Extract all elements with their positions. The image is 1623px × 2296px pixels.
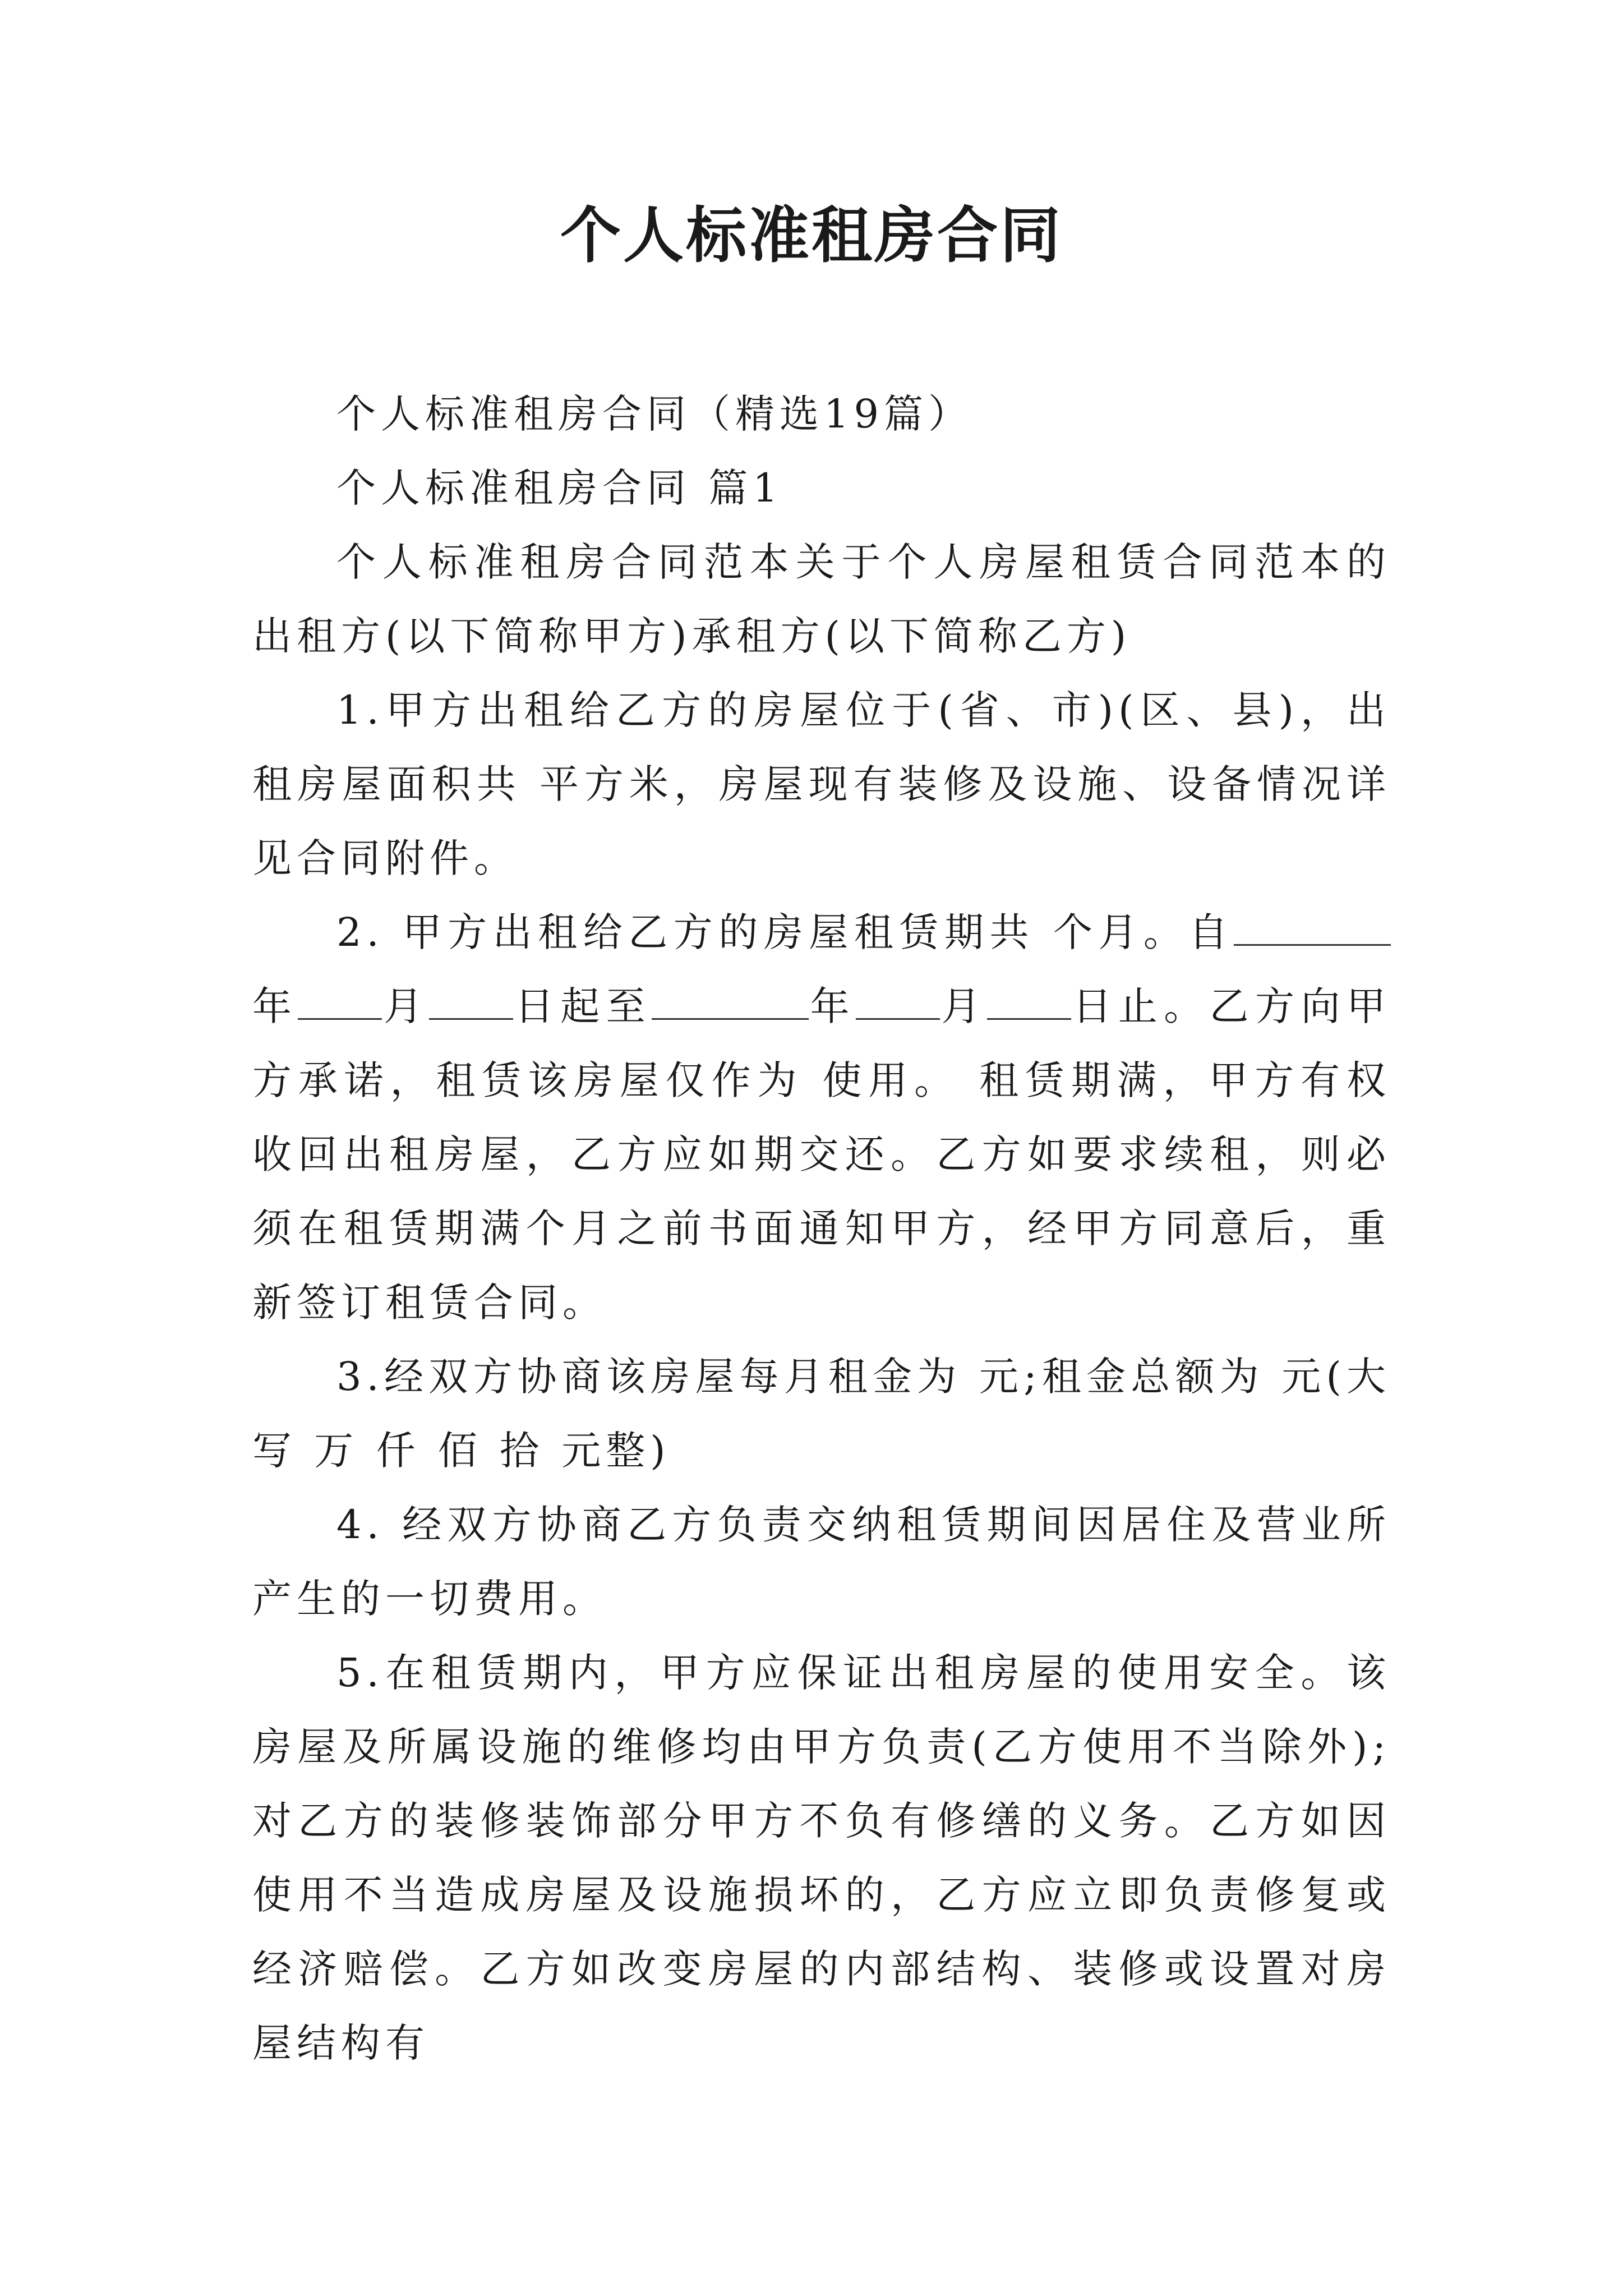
end-year-label: 年	[809, 983, 856, 1029]
subtitle-line: 个人标准租房合同（精选19篇）	[336, 391, 973, 437]
clause-5: 5.在租赁期内，甲方应保证出租房屋的使用安全。该房屋及所属设施的维修均由甲方负责(乙方使用不当除外);对乙方的装修装饰部分甲方不负有修缮的义务。乙方如因使用不当造成房屋及设施损坏的，乙方应立即负责修复或经济赔偿。乙方如改变房屋的内部结构、装修或设置对房屋结构有	[252, 1650, 1391, 2066]
section-heading: 个人标准租房合同 篇1	[336, 465, 783, 511]
end-year-blank	[652, 986, 809, 1020]
clause-2	[252, 895, 1391, 1340]
start-month-blank	[298, 986, 382, 1020]
clause-2-part-b: 日止。乙方向甲方承诺，租赁该房屋仅作为 使用。 租赁期满，甲方有权收回出租房屋，乙方应如期交还。乙方如要求续租，则必须在租赁期满个月之前书面通知甲方，经甲方同意后，重新签订租赁合同。	[252, 983, 1391, 1326]
clause-3: 3.经双方协商该房屋每月租金为 元;租金总额为 元(大写 万 仟 佰 拾 元整)	[252, 1354, 1391, 1474]
start-day-blank	[429, 986, 513, 1020]
start-year-blank	[1234, 912, 1391, 946]
start-year-label: 年	[252, 983, 298, 1029]
start-day-label: 日起至	[513, 983, 652, 1029]
document-title: 个人标准租房合同	[560, 200, 1063, 271]
clause-2-part-a: 2. 甲方出租给乙方的房屋租赁期共 个月。自	[336, 909, 1234, 955]
end-day-blank	[987, 986, 1071, 1020]
document-body	[252, 377, 1391, 2080]
end-month-blank	[856, 986, 940, 1020]
clause-1: 1.甲方出租给乙方的房屋位于(省、市)(区、县)，出租房屋面积共 平方米，房屋现有装修及设施、设备情况详见合同附件。	[252, 687, 1391, 881]
intro-paragraph: 个人标准租房合同范本关于个人房屋租赁合同范本的出租方(以下简称甲方)承租方(以下简称乙方)	[252, 539, 1391, 659]
end-month-label: 月	[940, 983, 987, 1029]
start-month-label: 月	[382, 983, 430, 1029]
clause-4: 4. 经双方协商乙方负责交纳租赁期间因居住及营业所产生的一切费用。	[252, 1502, 1391, 1622]
